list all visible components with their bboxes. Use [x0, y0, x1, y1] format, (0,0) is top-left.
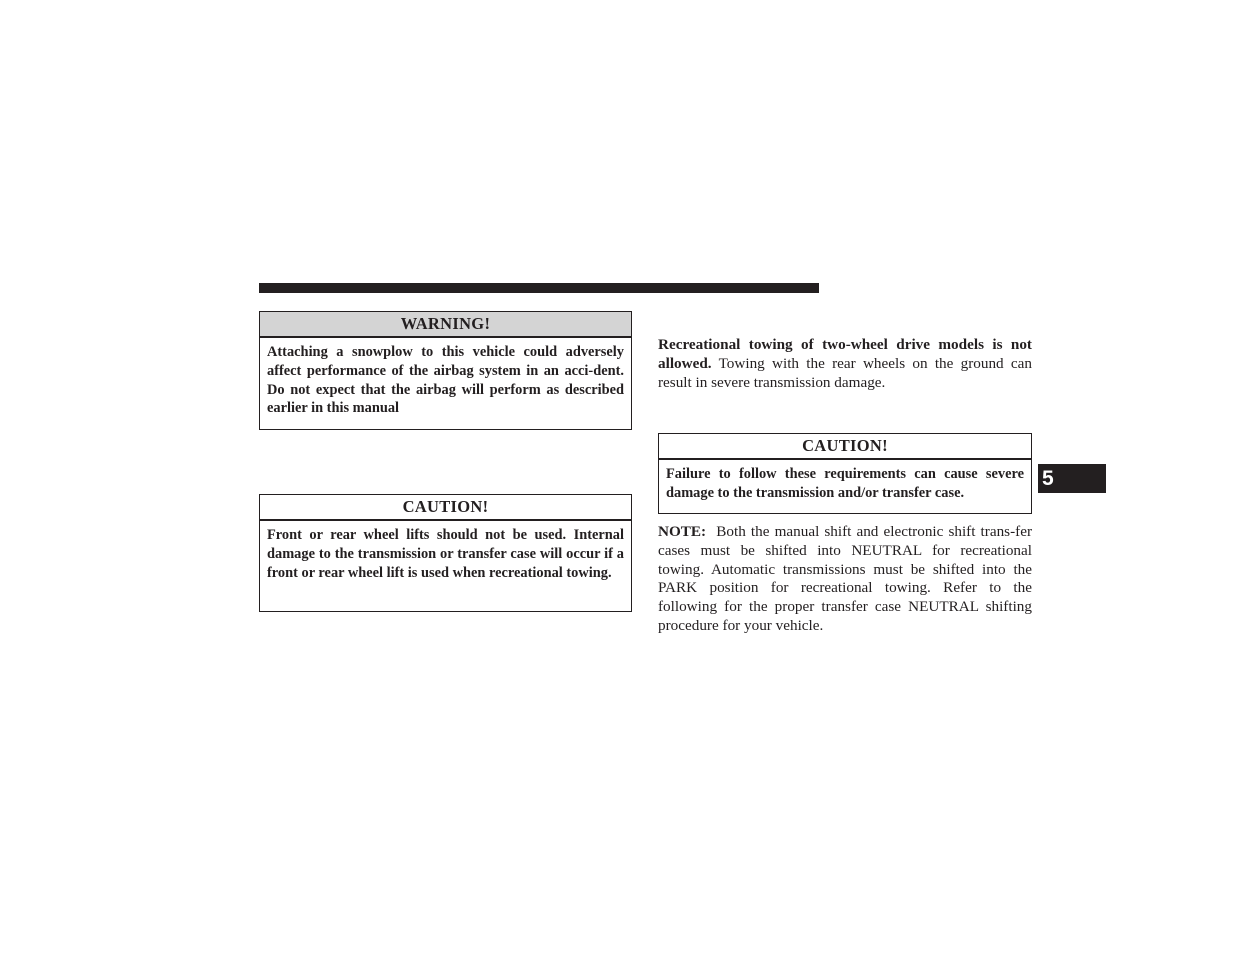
- note-text: Both the manual shift and electronic shift trans-fer cases must be shifted into NEUTRAL for recreational towing. Automatic transmissions must be shifted into the PARK position for recreational towing. Refer to the following for the proper transfer case NEUTRAL shifting procedure for your vehicle.: [658, 523, 1032, 634]
- warning-body: Attaching a snowplow to this vehicle could adversely affect performance of the airbag system in an acci-dent. Do not expect that the airbag will perform as described earlier in this manual: [267, 344, 624, 417]
- header-rule: [259, 283, 819, 293]
- towing-lead-bold: Recreational towing of two-wheel drive models is not allowed.: [658, 336, 1032, 372]
- note-label: NOTE:: [658, 523, 707, 540]
- note-paragraph: [658, 523, 1032, 636]
- caution-box-wheel-lifts: [259, 494, 632, 612]
- towing-text: Towing with the rear wheels on the ground can result in severe transmission damage.: [658, 354, 1032, 391]
- section-number-tab: 5: [1038, 464, 1106, 493]
- recreational-towing-paragraph: [658, 336, 1032, 392]
- warning-box: [259, 311, 632, 430]
- caution-body: Front or rear wheel lifts should not be used. Internal damage to the transmission or transfer case will occur if a front or rear wheel lift is used when recreational towing.: [267, 527, 624, 581]
- caution-heading: CAUTION!: [659, 434, 1031, 460]
- caution-heading: CAUTION!: [260, 495, 631, 521]
- caution-box-requirements: [658, 433, 1032, 514]
- warning-heading: WARNING!: [260, 312, 631, 338]
- caution-body: Failure to follow these requirements can cause severe damage to the transmission and/or transfer case.: [666, 466, 1024, 501]
